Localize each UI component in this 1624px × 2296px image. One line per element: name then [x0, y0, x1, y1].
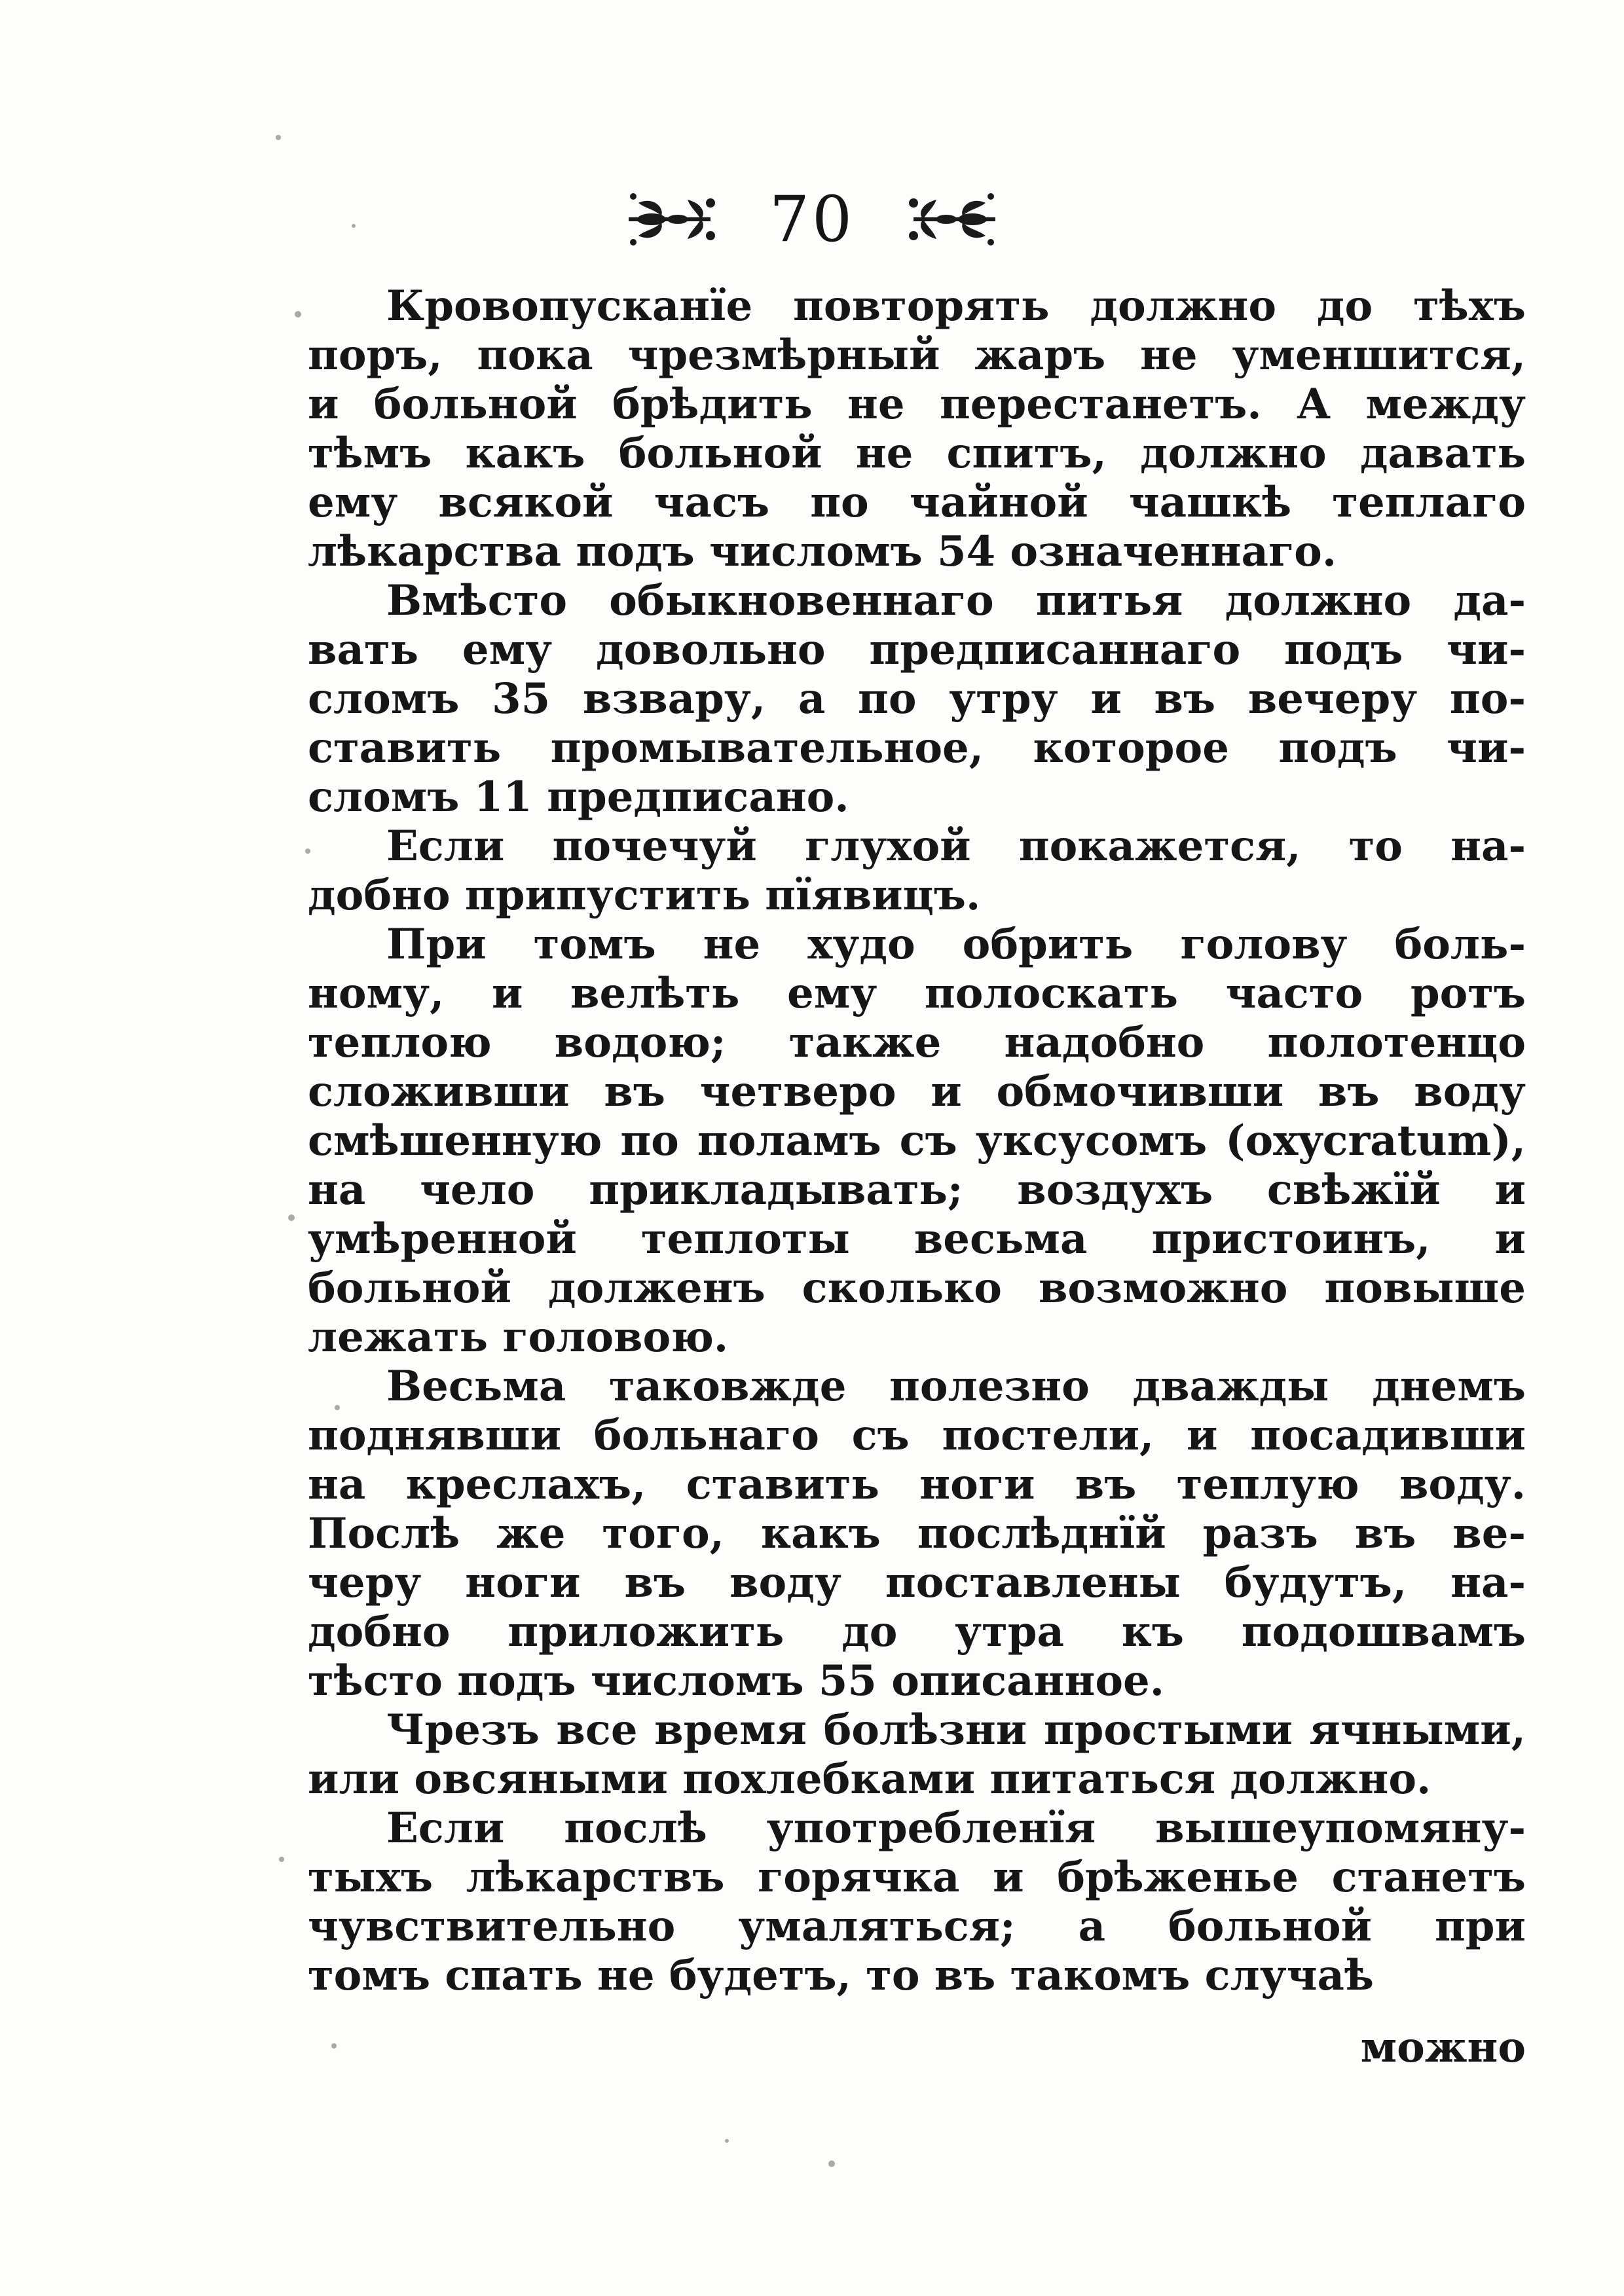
text-line: поръ, пока чрезмѣрный жаръ не уменшится, [308, 331, 1526, 380]
text-line: на креслахъ, ставить ноги въ теплую воду. [308, 1460, 1526, 1509]
text-line: лежать головою. [308, 1313, 729, 1362]
text-line: или овсяными похлебками питаться должно. [308, 1755, 1431, 1804]
text-line: чувствительно умаляться; а больной при [308, 1902, 1526, 1951]
text-line: Вмѣсто обыкновеннаго питья должно да- [386, 576, 1526, 625]
text-line: тѣсто подъ числомъ 55 описанное. [308, 1656, 1165, 1705]
page-header [0, 167, 1624, 272]
text-line: умѣренной теплоты весьма пристоинъ, и [308, 1214, 1526, 1264]
text-line: добно припустить пïявицъ. [308, 871, 981, 920]
text-line: Если почечуй глухой покажется, то на- [386, 822, 1526, 871]
paragraph [308, 282, 1526, 576]
text-line: ставить промывательное, которое подъ чи- [308, 723, 1526, 773]
fleuron-right-icon [900, 183, 999, 255]
text-line: сломъ 11 предписано. [308, 773, 849, 822]
text-line: Кровопусканïе повторять должно до тѣхъ [386, 282, 1526, 331]
text-line: тѣмъ какъ больной не спитъ, должно давать [308, 429, 1526, 478]
text-line: на чело прикладывать; воздухъ свѣжïй и [308, 1165, 1526, 1214]
text-line: ему всякой часъ по чайной чашкѣ теплаго [308, 478, 1526, 527]
paragraph [308, 1705, 1526, 1804]
paragraph [308, 920, 1526, 1362]
text-line: Весьма таковжде полезно дважды днемъ [386, 1362, 1526, 1411]
text-line: и больной брѣдить не перестанетъ. А между [308, 380, 1526, 429]
text-line: тыхъ лѣкарствъ горячка и брѣженье станетъ [308, 1853, 1526, 1902]
text-line: томъ спать не будетъ, то въ такомъ случаѣ [308, 1951, 1374, 2000]
text-line: Если послѣ употребленïя вышеупомяну- [386, 1804, 1526, 1853]
text-line: лѣкарства подъ числомъ 54 означеннаго. [308, 527, 1337, 576]
paragraph [308, 1804, 1526, 2000]
text-line: больной долженъ сколько возможно повыше [308, 1264, 1526, 1313]
paragraph [308, 576, 1526, 822]
text-line: Послѣ же того, какъ послѣднïй разъ въ ве- [308, 1509, 1526, 1558]
text-line: ному, и велѣть ему полоскать часто ротъ [308, 969, 1526, 1018]
catchword: можно [1360, 2023, 1526, 2072]
fleuron-left-icon [625, 183, 724, 255]
paragraph [308, 1362, 1526, 1705]
text-line: При томъ не худо обрить голову боль- [386, 920, 1526, 969]
text-line: вать ему довольно предписаннаго подъ чи- [308, 625, 1526, 674]
text-line: черу ноги въ воду поставлены будутъ, на- [308, 1558, 1526, 1607]
text-line: сложивши въ четверо и обмочивши въ воду [308, 1067, 1526, 1116]
text-line: добно приложить до утра къ подошвамъ [308, 1607, 1526, 1656]
text-line: смѣшенную по поламъ съ уксусомъ (oxycratum), [308, 1116, 1526, 1165]
paragraph [308, 822, 1526, 920]
text-line: теплою водою; также надобно полотенцо [308, 1018, 1526, 1067]
body-text [308, 282, 1526, 2000]
text-line: Чрезъ все время болѣзни простыми ячными, [386, 1705, 1526, 1755]
text-line: сломъ 35 взвару, а по утру и въ вечеру по- [308, 674, 1526, 723]
page-number: 70 [769, 183, 855, 256]
text-line: поднявши больнаго съ постели, и посадивши [308, 1411, 1526, 1460]
